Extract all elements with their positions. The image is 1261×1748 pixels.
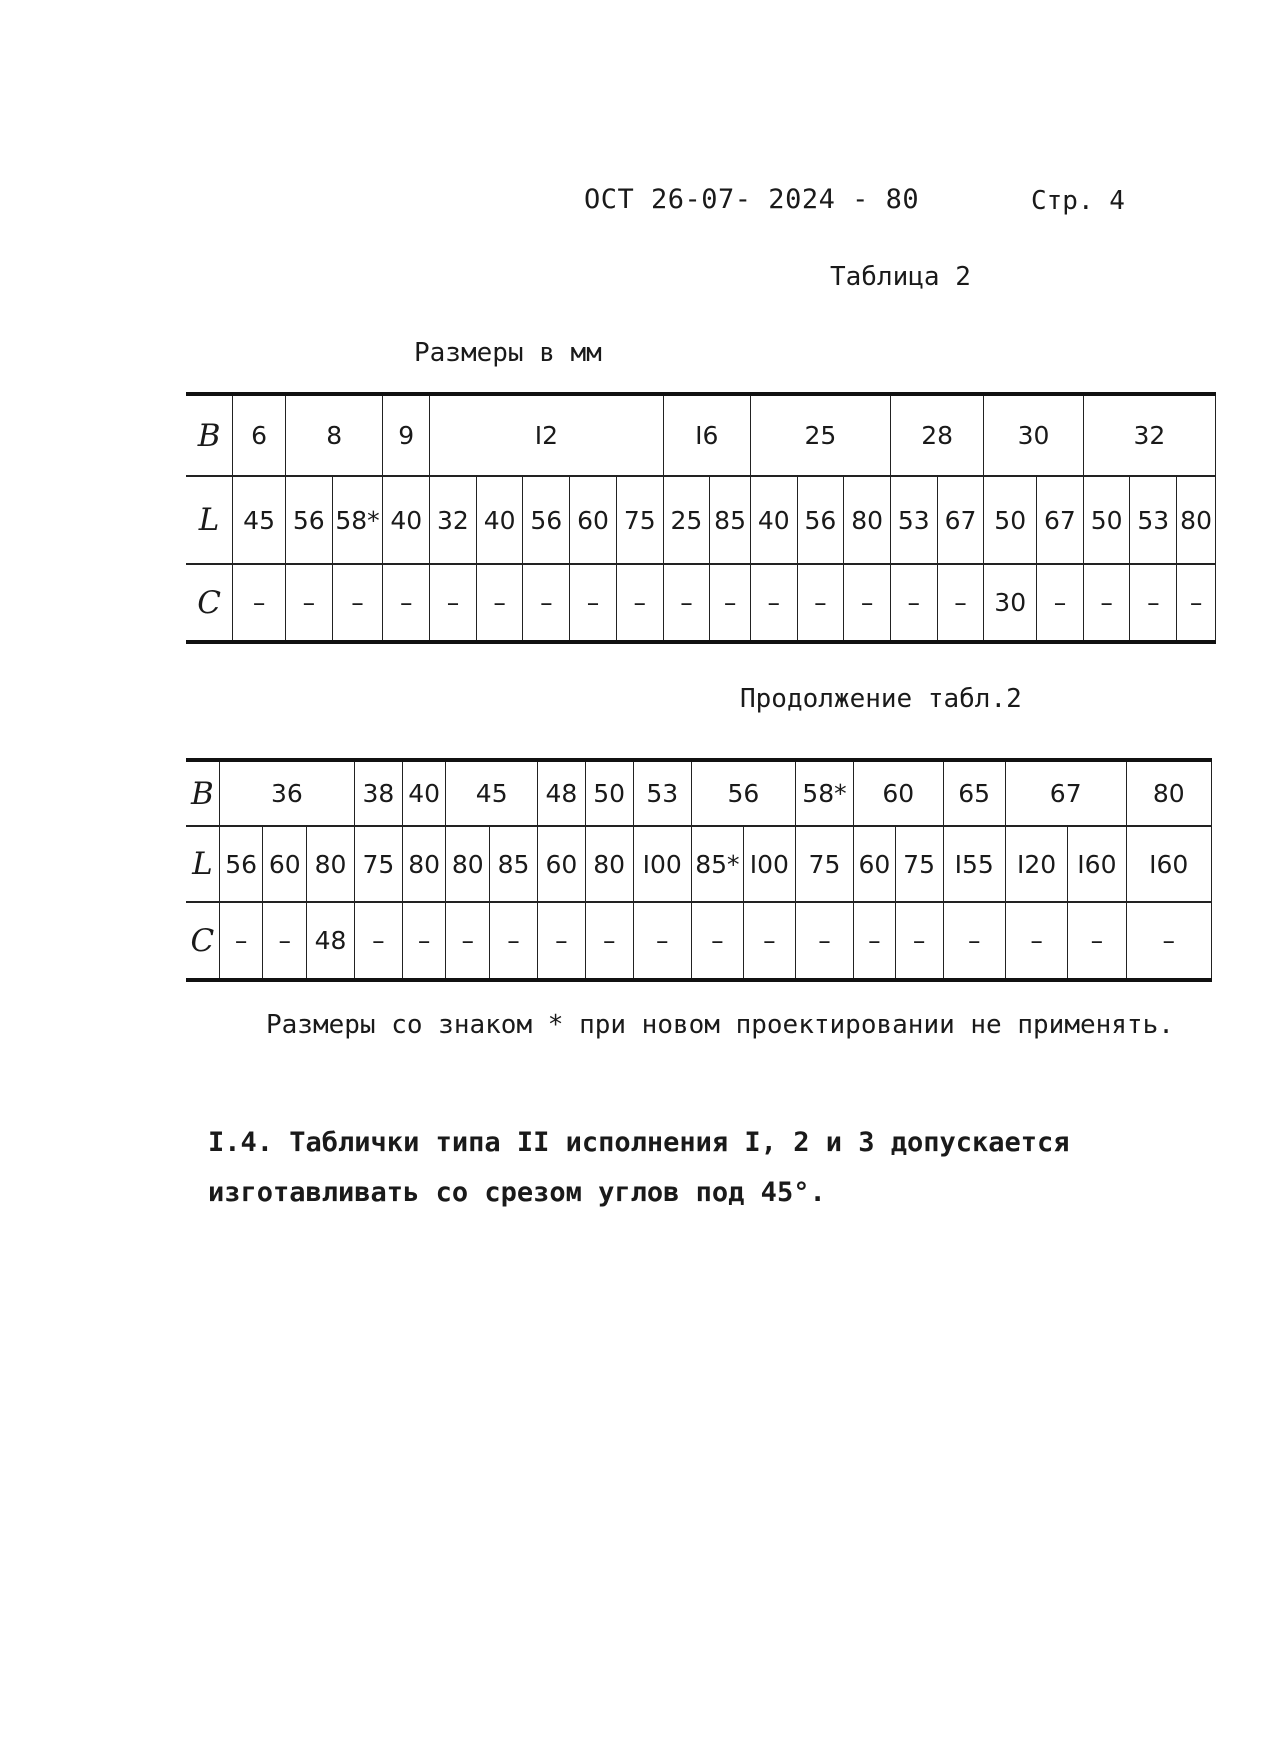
c-value: – [263,902,307,980]
b-value: 9 [383,394,430,476]
c-value: – [937,564,984,642]
page-number: Стр. 4 [1031,186,1125,216]
b-value: 45 [446,760,538,826]
c-value: – [1005,902,1067,980]
table-row [186,394,1216,476]
b-value: 32 [1083,394,1215,476]
l-value: 50 [984,476,1037,564]
table-title: Таблица 2 [830,262,971,292]
l-value: 56 [523,476,570,564]
l-value: 80 [307,826,355,902]
l-value: 45 [233,476,286,564]
c-value: – [446,902,490,980]
l-value: 67 [1037,476,1084,564]
c-value: – [585,902,633,980]
l-value: 85* [691,826,743,902]
c-value: – [663,564,710,642]
b-value: 25 [750,394,890,476]
c-value: – [710,564,751,642]
b-value: 40 [402,760,446,826]
row-label-l: L [186,826,219,902]
c-value: – [490,902,538,980]
c-value: – [1083,564,1130,642]
table-row [186,902,1212,980]
l-value: 75 [616,476,663,564]
l-value: 25 [663,476,710,564]
l-value: 60 [570,476,617,564]
l-value: I60 [1126,826,1211,902]
b-value: 6 [233,394,286,476]
l-value: 80 [844,476,891,564]
b-value: 67 [1005,760,1126,826]
b-value: 60 [854,760,943,826]
l-value: 50 [1083,476,1130,564]
l-value: 80 [402,826,446,902]
c-value: – [633,902,691,980]
l-value: 56 [285,476,332,564]
c-value: – [943,902,1005,980]
c-value: – [402,902,446,980]
c-value: – [844,564,891,642]
c-value: – [750,564,797,642]
table-row [186,760,1212,826]
row-label-b: B [186,394,233,476]
c-value: – [797,564,844,642]
clause-line-1: I.4. Таблички типа II исполнения I, 2 и 3 допускается [208,1127,1070,1158]
l-value: 40 [476,476,523,564]
c-value: – [219,902,263,980]
l-value: 40 [383,476,430,564]
c-value: – [570,564,617,642]
l-value: 56 [219,826,263,902]
c-value: – [354,902,402,980]
clause-line-2: изготавливать со срезом углов под 45°. [208,1177,826,1208]
b-value: 50 [585,760,633,826]
c-value: – [285,564,332,642]
c-value: – [691,902,743,980]
l-value: I60 [1068,826,1126,902]
dimensions-table-2 [186,758,1212,982]
c-value: – [854,902,896,980]
table-row [186,564,1216,642]
l-value: 56 [797,476,844,564]
b-value: 58* [795,760,853,826]
document-code: ОСТ 26-07- 2024 - 80 [584,184,920,215]
row-label-l: L [186,476,233,564]
l-value: 58* [332,476,383,564]
l-value: 80 [446,826,490,902]
c-value: – [523,564,570,642]
l-value: I20 [1005,826,1067,902]
l-value: I55 [943,826,1005,902]
c-value: – [743,902,795,980]
b-value: 65 [943,760,1005,826]
b-value: I6 [663,394,750,476]
l-value: 53 [1130,476,1177,564]
b-value: 8 [285,394,382,476]
c-value: 48 [307,902,355,980]
l-value: 85 [710,476,751,564]
c-value: – [1126,902,1211,980]
c-value: – [1068,902,1126,980]
l-value: 60 [263,826,307,902]
b-value: I2 [430,394,664,476]
c-value: – [537,902,585,980]
continuation-caption: Продолжение табл.2 [740,684,1022,714]
b-value: 30 [984,394,1083,476]
c-value: 30 [984,564,1037,642]
b-value: 48 [537,760,585,826]
l-value: 60 [854,826,896,902]
l-value: 67 [937,476,984,564]
l-value: 75 [895,826,943,902]
c-value: – [476,564,523,642]
l-value: 53 [890,476,937,564]
clause-paragraph [208,1118,1070,1218]
l-value: 75 [795,826,853,902]
c-value: – [1177,564,1216,642]
c-value: – [616,564,663,642]
b-value: 53 [633,760,691,826]
l-value: I00 [743,826,795,902]
c-value: – [890,564,937,642]
l-value: 80 [585,826,633,902]
footnote: Размеры со знаком * при новом проектировании не применять. [266,1010,1174,1040]
row-label-b: B [186,760,219,826]
l-value: I00 [633,826,691,902]
l-value: 80 [1177,476,1216,564]
row-label-c: C [186,902,219,980]
b-value: 80 [1126,760,1211,826]
b-value: 38 [354,760,402,826]
l-value: 60 [537,826,585,902]
c-value: – [1037,564,1084,642]
l-value: 40 [750,476,797,564]
b-value: 36 [219,760,354,826]
c-value: – [332,564,383,642]
c-value: – [430,564,477,642]
table-row [186,476,1216,564]
dimensions-table-1 [186,392,1216,644]
c-value: – [1130,564,1177,642]
l-value: 75 [354,826,402,902]
l-value: 85 [490,826,538,902]
c-value: – [383,564,430,642]
row-label-c: C [186,564,233,642]
c-value: – [233,564,286,642]
b-value: 28 [890,394,983,476]
b-value: 56 [691,760,795,826]
c-value: – [795,902,853,980]
l-value: 32 [430,476,477,564]
table-row [186,826,1212,902]
units-caption: Размеры в мм [414,338,602,368]
c-value: – [895,902,943,980]
